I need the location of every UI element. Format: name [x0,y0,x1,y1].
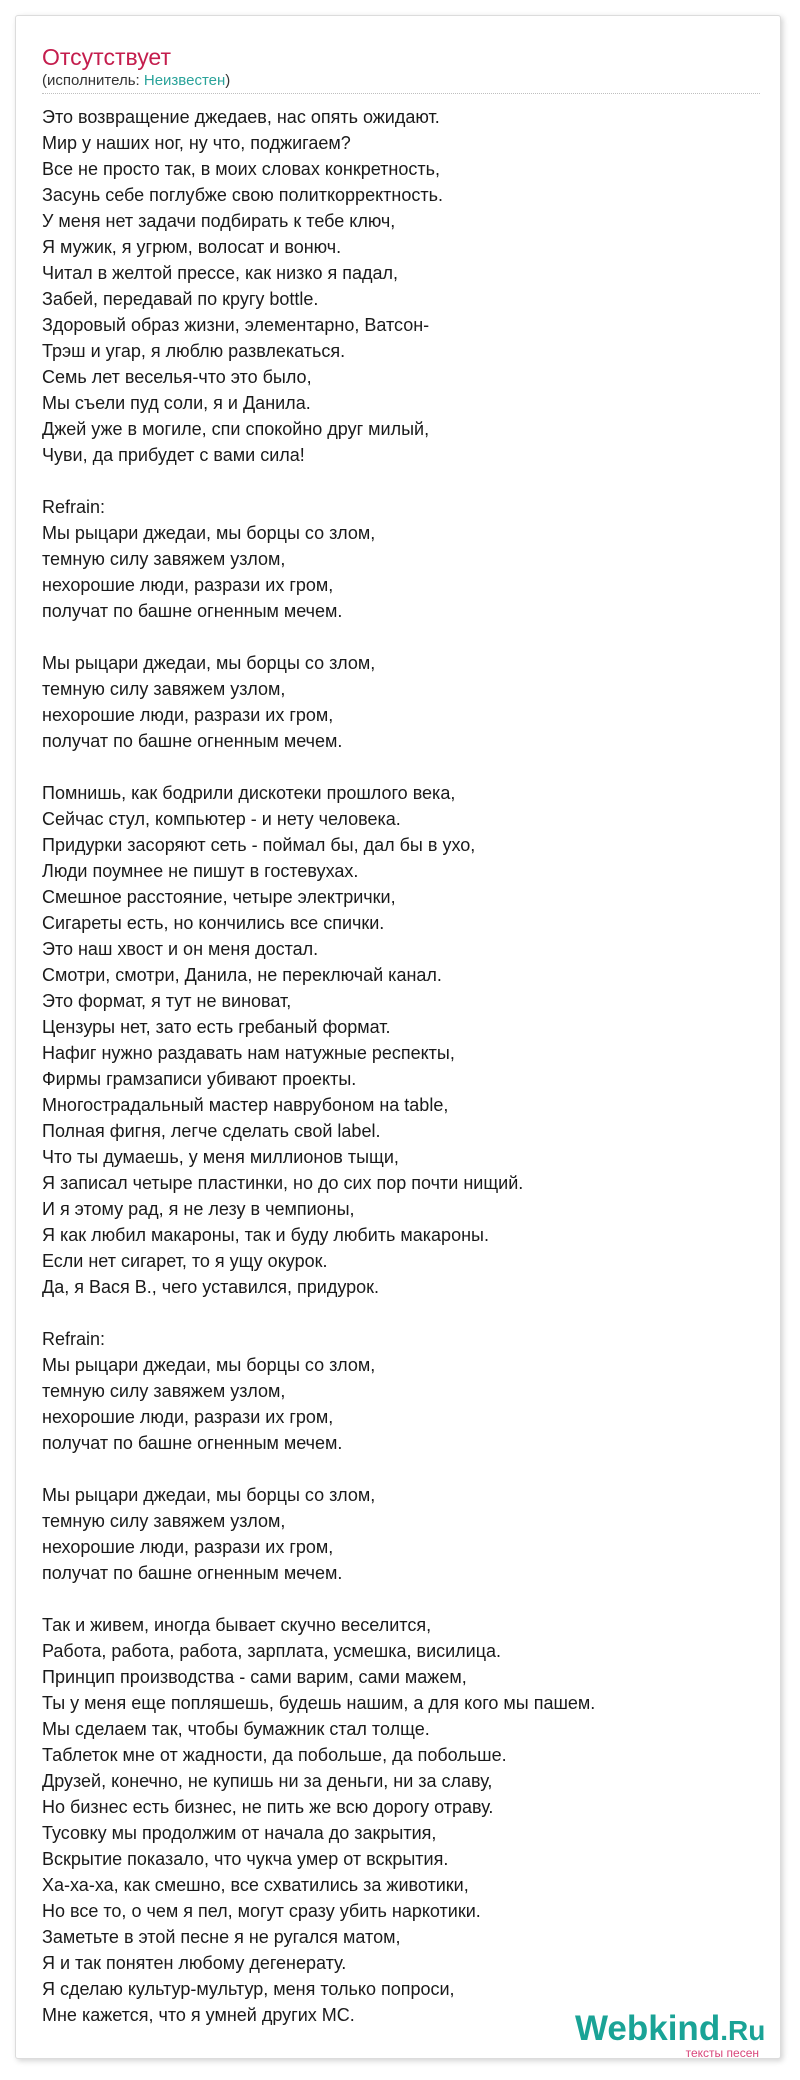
lyric-line: Это возвращение джедаев, нас опять ожидают. [42,107,440,127]
lyric-line: нехорошие люди, разрази их гром, [42,1537,334,1557]
lyric-line: темную силу завяжем узлом, [42,549,286,569]
lyric-line: Таблеток мне от жадности, да побольше, да побольше. [42,1745,507,1765]
lyric-line: Мы рыцари джедаи, мы борцы со злом, [42,653,376,673]
lyric-blank-line [42,754,762,780]
lyric-line: Мы рыцари джедаи, мы борцы со злом, [42,1355,376,1375]
lyric-line: Я и так понятен любому дегенерату. [42,1953,347,1973]
lyric-line: Мы рыцари джедаи, мы борцы со злом, [42,523,376,543]
artist-suffix: ) [225,72,231,89]
lyric-blank-line [42,1300,762,1326]
lyric-line: Засунь себе поглубже свою политкорректность. [42,185,443,205]
lyric-blank-line [42,624,762,650]
logo-wordmark [575,2010,765,2050]
artist-prefix: (исполнитель: [42,72,144,89]
lyric-line: Сейчас стул, компьютер - и нету человека. [42,809,401,829]
lyric-line: Мы рыцари джедаи, мы борцы со злом, [42,1485,376,1505]
lyric-line: Принцип производства - сами варим, сами мажем, [42,1667,467,1687]
logo-tld: .Ru [720,2015,766,2046]
lyric-line: получат по башне огненным мечем. [42,1433,343,1453]
lyric-line: Заметьте в этой песне я не ругался матом, [42,1927,401,1947]
lyric-line: Так и живем, иногда бывает скучно веселится, [42,1615,432,1635]
lyric-line: нехорошие люди, разрази их гром, [42,1407,334,1427]
lyric-line: Я сделаю культур-мультур, меня только попроси, [42,1979,455,1999]
lyric-line: Если нет сигарет, то я ущу окурок. [42,1251,328,1271]
lyric-line: Я записал четыре пластинки, но до сих пор почти нищий. [42,1173,524,1193]
lyric-line: Да, я Вася В., чего уставился, придурок. [42,1277,380,1297]
lyric-line: Люди поумнее не пишут в гостевухах. [42,861,359,881]
lyric-line: Многострадальный мастер наврубоном на table, [42,1095,449,1115]
lyric-line: Трэш и угар, я люблю развлекаться. [42,341,346,361]
lyric-line: Мы сделаем так, чтобы бумажник стал толще. [42,1719,430,1739]
lyric-line: темную силу завяжем узлом, [42,679,286,699]
lyric-line: Мне кажется, что я умней других МС. [42,2005,355,2025]
lyric-line: Refrain: [42,497,106,517]
lyric-line: Помнишь, как бодрили дискотеки прошлого века, [42,783,456,803]
lyric-line: Смешное расстояние, четыре электрички, [42,887,396,907]
lyric-line: Друзей, конечно, не купишь ни за деньги, ни за славу, [42,1771,493,1791]
webkind-logo[interactable] [575,2010,765,2060]
lyric-line: нехорошие люди, разрази их гром, [42,575,334,595]
logo-tagline: тексты песен [685,2046,759,2060]
lyric-line: получат по башне огненным мечем. [42,731,343,751]
lyric-blank-line [42,1456,762,1482]
lyric-line: Забей, передавай по кругу bottle. [42,289,319,309]
lyric-line: Смотри, смотри, Данила, не переключай канал. [42,965,442,985]
lyric-line: Работа, работа, работа, зарплата, усмешка, висилица. [42,1641,502,1661]
lyric-line: Нафиг нужно раздавать нам натужные респекты, [42,1043,455,1063]
lyric-line: Джей уже в могиле, спи спокойно друг милый, [42,419,430,439]
lyric-line: Фирмы грамзаписи убивают проекты. [42,1069,357,1089]
lyric-line: Refrain: [42,1329,106,1349]
lyric-line: Полная фигня, легче сделать свой label. [42,1121,381,1141]
lyric-line: Я как любил макароны, так и буду любить макароны. [42,1225,489,1245]
lyric-line: получат по башне огненным мечем. [42,1563,343,1583]
lyrics-text [42,104,762,2028]
lyric-line: Цензуры нет, зато есть гребаный формат. [42,1017,391,1037]
lyric-line: Чуви, да прибудет с вами сила! [42,445,305,465]
lyric-blank-line [42,1586,762,1612]
lyric-line: Мы съели пуд соли, я и Данила. [42,393,311,413]
lyric-line: темную силу завяжем узлом, [42,1381,286,1401]
lyric-line: Вскрытие показало, что чукча умер от вскрытия. [42,1849,449,1869]
lyric-line: получат по башне огненным мечем. [42,601,343,621]
lyric-line: У меня нет задачи подбирать к тебе ключ, [42,211,396,231]
title-separator [42,93,760,94]
song-title: Отсутствует [42,44,171,70]
lyric-blank-line [42,468,762,494]
artist-line [42,72,230,90]
lyric-line: Семь лет веселья-что это было, [42,367,312,387]
lyric-line: Мир у наших ног, ну что, поджигаем? [42,133,351,153]
lyric-line: Ты у меня еще попляшешь, будешь нашим, а для кого мы пашем. [42,1693,596,1713]
lyric-line: Придурки засоряют сеть - поймал бы, дал бы в ухо, [42,835,476,855]
lyric-line: Ха-ха-ха, как смешно, все схватились за животики, [42,1875,469,1895]
lyric-line: Это наш хвост и он меня достал. [42,939,319,959]
lyric-line: Я мужик, я угрюм, волосат и вонюч. [42,237,342,257]
lyric-line: И я этому рад, я не лезу в чемпионы, [42,1199,355,1219]
lyric-line: Сигареты есть, но кончились все спички. [42,913,385,933]
lyric-line: Но бизнес есть бизнес, не пить же всю дорогу отраву. [42,1797,494,1817]
lyric-line: нехорошие люди, разрази их гром, [42,705,334,725]
lyric-line: Здоровый образ жизни, элементарно, Ватсон- [42,315,430,335]
lyric-line: Тусовку мы продолжим от начала до закрытия, [42,1823,437,1843]
lyric-line: Но все то, о чем я пел, могут сразу убить наркотики. [42,1901,481,1921]
logo-name: Webkind [575,2009,721,2048]
lyric-line: Что ты думаешь, у меня миллионов тыщи, [42,1147,399,1167]
lyric-line: темную силу завяжем узлом, [42,1511,286,1531]
artist-link[interactable]: Неизвестен [143,72,226,89]
lyric-line: Все не просто так, в моих словах конкретность, [42,159,440,179]
lyric-line: Это формат, я тут не виноват, [42,991,292,1011]
lyric-line: Читал в желтой прессе, как низко я падал, [42,263,399,283]
